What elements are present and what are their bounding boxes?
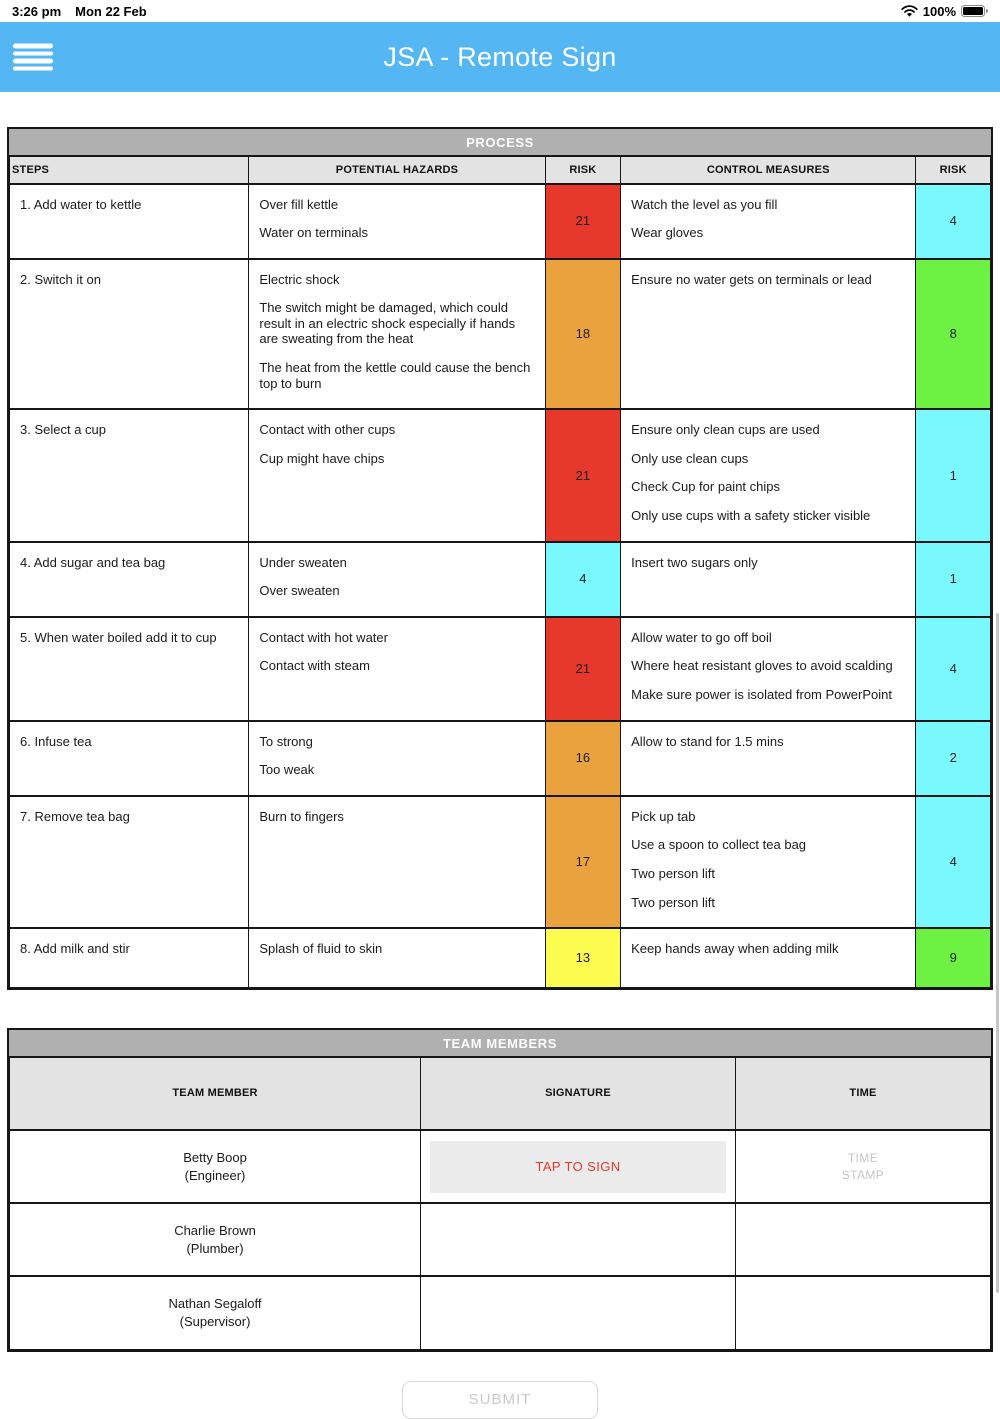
column-header-risk-residual: RISK	[916, 157, 991, 184]
column-header-steps: STEPS	[10, 157, 249, 184]
risk-initial-cell: 13	[545, 928, 621, 987]
risk-initial-cell: 21	[545, 184, 621, 259]
controls-cell: Allow to stand for 1.5 mins	[621, 721, 916, 796]
page-title: JSA - Remote Sign	[383, 41, 617, 72]
table-row	[10, 542, 991, 617]
step-cell: 1. Add water to kettle	[10, 184, 249, 259]
member-cell	[10, 1203, 421, 1276]
risk-residual-cell: 1	[916, 409, 991, 541]
column-header-risk-initial: RISK	[545, 157, 621, 184]
process-table-title: PROCESS	[9, 129, 991, 156]
risk-residual-cell: 4	[916, 184, 991, 259]
table-row	[10, 1130, 991, 1203]
member-name: Betty Boop	[183, 1150, 247, 1166]
battery-percent: 100%	[922, 3, 956, 19]
wifi-icon	[901, 5, 918, 17]
risk-initial-cell: 21	[545, 409, 621, 541]
step-cell: 6. Infuse tea	[10, 721, 249, 796]
controls-cell: Ensure only clean cups are used Only use clean cups Check Cup for paint chips Only use cups with a safety sticker visible	[621, 409, 916, 541]
member-cell	[10, 1276, 421, 1349]
tap-to-sign-button[interactable]: TAP TO SIGN	[430, 1141, 725, 1193]
column-header-team-member: TEAM MEMBER	[10, 1057, 421, 1130]
team-table-title: TEAM MEMBERS	[9, 1030, 991, 1057]
member-role: (Plumber)	[186, 1240, 244, 1256]
hazards-cell: Burn to fingers	[249, 796, 545, 928]
risk-initial-cell: 17	[545, 796, 621, 928]
time-placeholder-line: STAMP	[841, 1167, 885, 1182]
time-cell	[735, 1203, 990, 1276]
column-header-hazards: POTENTIAL HAZARDS	[249, 157, 545, 184]
vertical-scrollbar[interactable]	[996, 613, 999, 1293]
risk-residual-cell: 1	[916, 542, 991, 617]
process-header-row	[10, 157, 991, 184]
process-table	[7, 127, 993, 990]
risk-initial-cell: 16	[545, 721, 621, 796]
controls-cell: Allow water to go off boil Where heat resistant gloves to avoid scalding Make sure power is isolated from PowerPoint	[621, 617, 916, 721]
member-cell	[10, 1130, 421, 1203]
status-time: 3:26 pm	[12, 3, 62, 19]
step-cell: 7. Remove tea bag	[10, 796, 249, 928]
time-placeholder-line: TIME	[847, 1150, 879, 1165]
risk-initial-cell: 4	[545, 542, 621, 617]
member-name: Nathan Segaloff	[168, 1296, 262, 1312]
table-row	[10, 1203, 991, 1276]
risk-residual-cell: 8	[916, 259, 991, 410]
table-row	[10, 259, 991, 410]
risk-residual-cell: 4	[916, 796, 991, 928]
hazards-cell: Contact with hot water Contact with steam	[249, 617, 545, 721]
step-cell: 3. Select a cup	[10, 409, 249, 541]
table-row	[10, 184, 991, 259]
controls-cell: Watch the level as you fill Wear gloves	[621, 184, 916, 259]
column-header-time: TIME	[735, 1057, 990, 1130]
team-header-row	[10, 1057, 991, 1130]
member-role: (Supervisor)	[179, 1313, 251, 1329]
column-header-signature: SIGNATURE	[421, 1057, 736, 1130]
step-cell: 4. Add sugar and tea bag	[10, 542, 249, 617]
table-row	[10, 796, 991, 928]
time-cell	[735, 1276, 990, 1349]
menu-icon[interactable]	[13, 44, 53, 71]
hazards-cell: Over fill kettle Water on terminals	[249, 184, 545, 259]
risk-initial-cell: 21	[545, 617, 621, 721]
status-bar	[0, 0, 1000, 22]
table-row	[10, 721, 991, 796]
hazards-cell: Electric shock The switch might be damaged, which could result in an electric shock especially if hands are sweating from the heat The heat from the kettle could cause the bench top to burn	[249, 259, 545, 410]
column-header-controls: CONTROL MEASURES	[621, 157, 916, 184]
member-name: Charlie Brown	[174, 1223, 256, 1239]
controls-cell: Pick up tab Use a spoon to collect tea bag Two person lift Two person lift	[621, 796, 916, 928]
risk-initial-cell: 18	[545, 259, 621, 410]
risk-residual-cell: 2	[916, 721, 991, 796]
submit-button[interactable]: SUBMIT	[402, 1381, 598, 1419]
controls-cell: Keep hands away when adding milk	[621, 928, 916, 987]
app-header	[0, 22, 1000, 92]
signature-cell[interactable]	[421, 1203, 736, 1276]
step-cell: 2. Switch it on	[10, 259, 249, 410]
hazards-cell: To strong Too weak	[249, 721, 545, 796]
controls-cell: Ensure no water gets on terminals or lead	[621, 259, 916, 410]
status-date: Mon 22 Feb	[75, 3, 147, 19]
step-cell: 5. When water boiled add it to cup	[10, 617, 249, 721]
team-members-table	[7, 1028, 993, 1352]
hazards-cell: Contact with other cups Cup might have chips	[249, 409, 545, 541]
battery-icon	[961, 5, 988, 17]
signature-cell[interactable]	[421, 1276, 736, 1349]
controls-cell: Insert two sugars only	[621, 542, 916, 617]
time-cell	[735, 1130, 990, 1203]
risk-residual-cell: 9	[916, 928, 991, 987]
table-row	[10, 617, 991, 721]
table-row	[10, 409, 991, 541]
signature-cell	[421, 1130, 736, 1203]
hazards-cell: Under sweaten Over sweaten	[249, 542, 545, 617]
hazards-cell: Splash of fluid to skin	[249, 928, 545, 987]
table-row	[10, 1276, 991, 1349]
step-cell: 8. Add milk and stir	[10, 928, 249, 987]
table-row	[10, 928, 991, 987]
risk-residual-cell: 4	[916, 617, 991, 721]
member-role: (Engineer)	[184, 1167, 246, 1183]
